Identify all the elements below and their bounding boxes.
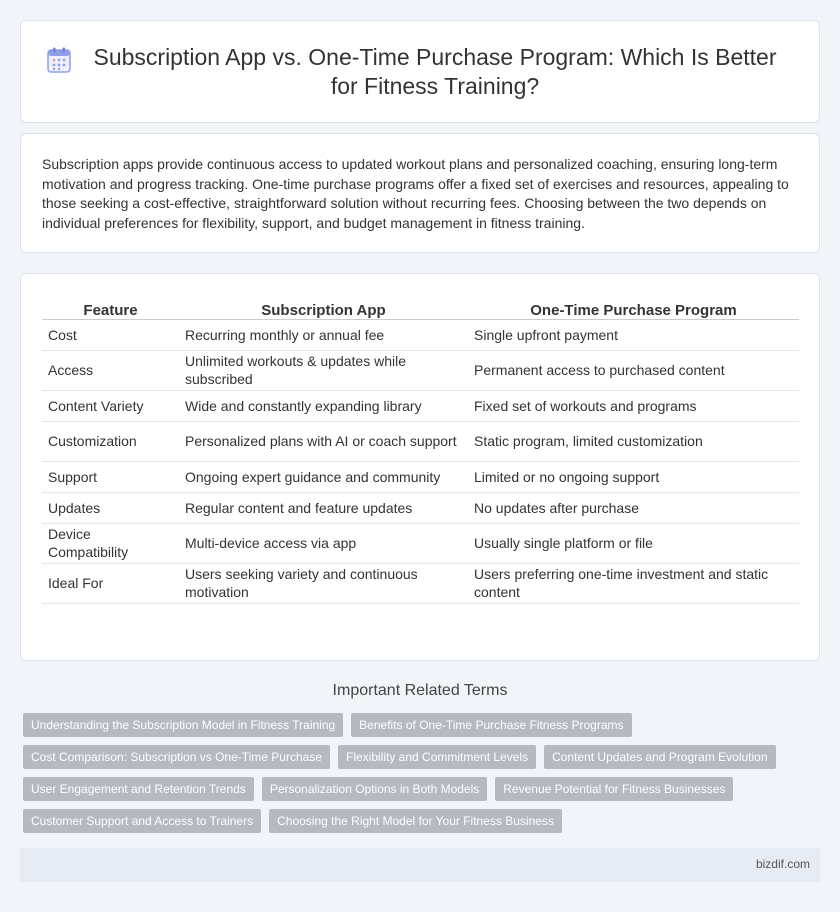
subscription-cell: Personalized plans with AI or coach support [179,421,468,461]
related-term-tag[interactable]: Choosing the Right Model for Your Fitness Business [269,809,562,833]
feature-cell: Cost [42,319,179,350]
intro-card [20,133,820,253]
related-terms-list [23,713,823,833]
subscription-cell: Multi-device access via app [179,523,468,563]
related-term-tag[interactable]: Revenue Potential for Fitness Businesses [495,777,733,801]
table-header-row [42,296,799,319]
related-term-tag[interactable]: User Engagement and Retention Trends [23,777,254,801]
comparison-card [20,273,820,661]
one-time-cell: Permanent access to purchased content [468,350,799,390]
table-row [42,461,799,492]
feature-cell: Customization [42,421,179,461]
related-terms-heading: Important Related Terms [332,682,508,699]
header-feature: Feature [42,296,179,319]
comparison-table [42,296,799,604]
related-term-tag[interactable]: Content Updates and Program Evolution [544,745,775,769]
table-row [42,563,799,603]
feature-cell: Ideal For [42,563,179,603]
one-time-cell: Limited or no ongoing support [468,461,799,492]
table-row [42,523,799,563]
intro-paragraph: Subscription apps provide continuous access to updated workout plans and personalized coaching, ensuring long-term motivation and progress tracking. One-time purchase programs offer a fixed set of exercises and resources, appealing to those seeking a cost-effective, straightforward solution without recurring fees. Choosing between the two depends on individual preferences for flexibility, support, and budget management in fitness training. [42,156,789,231]
feature-cell: Updates [42,492,179,523]
feature-cell: Support [42,461,179,492]
header-subscription: Subscription App [179,296,468,319]
subscription-cell: Users seeking variety and continuous motivation [179,563,468,603]
footer-site-link[interactable]: bizdif.com [755,857,810,871]
related-term-tag[interactable]: Flexibility and Commitment Levels [338,745,536,769]
subscription-cell: Unlimited workouts & updates while subscribed [179,350,468,390]
one-time-cell: Single upfront payment [468,319,799,350]
related-term-tag[interactable]: Customer Support and Access to Trainers [23,809,261,833]
related-term-tag[interactable]: Benefits of One-Time Purchase Fitness Programs [351,713,631,737]
table-row [42,319,799,350]
footer [20,848,820,882]
feature-cell: Device Compatibility [42,523,179,563]
feature-cell: Content Variety [42,390,179,421]
subscription-cell: Ongoing expert guidance and community [179,461,468,492]
related-term-tag[interactable]: Understanding the Subscription Model in Fitness Training [23,713,343,737]
table-row [42,421,799,461]
table-row [42,350,799,390]
one-time-cell: No updates after purchase [468,492,799,523]
one-time-cell: Usually single platform or file [468,523,799,563]
related-term-tag[interactable]: Cost Comparison: Subscription vs One-Time Purchase [23,745,330,769]
related-term-tag[interactable]: Personalization Options in Both Models [262,777,487,801]
subscription-cell: Wide and constantly expanding library [179,390,468,421]
one-time-cell: Users preferring one-time investment and static content [468,563,799,603]
feature-cell: Access [42,350,179,390]
table-row [42,390,799,421]
page-title: Subscription App vs. One-Time Purchase Program: Which Is Better for Fitness Training? [93,43,777,99]
subscription-cell: Recurring monthly or annual fee [179,319,468,350]
subscription-cell: Regular content and feature updates [179,492,468,523]
header-card [20,20,820,123]
one-time-cell: Static program, limited customization [468,421,799,461]
title-wrap [21,21,819,122]
one-time-cell: Fixed set of workouts and programs [468,390,799,421]
table-row [42,492,799,523]
header-one-time: One-Time Purchase Program [468,296,799,319]
